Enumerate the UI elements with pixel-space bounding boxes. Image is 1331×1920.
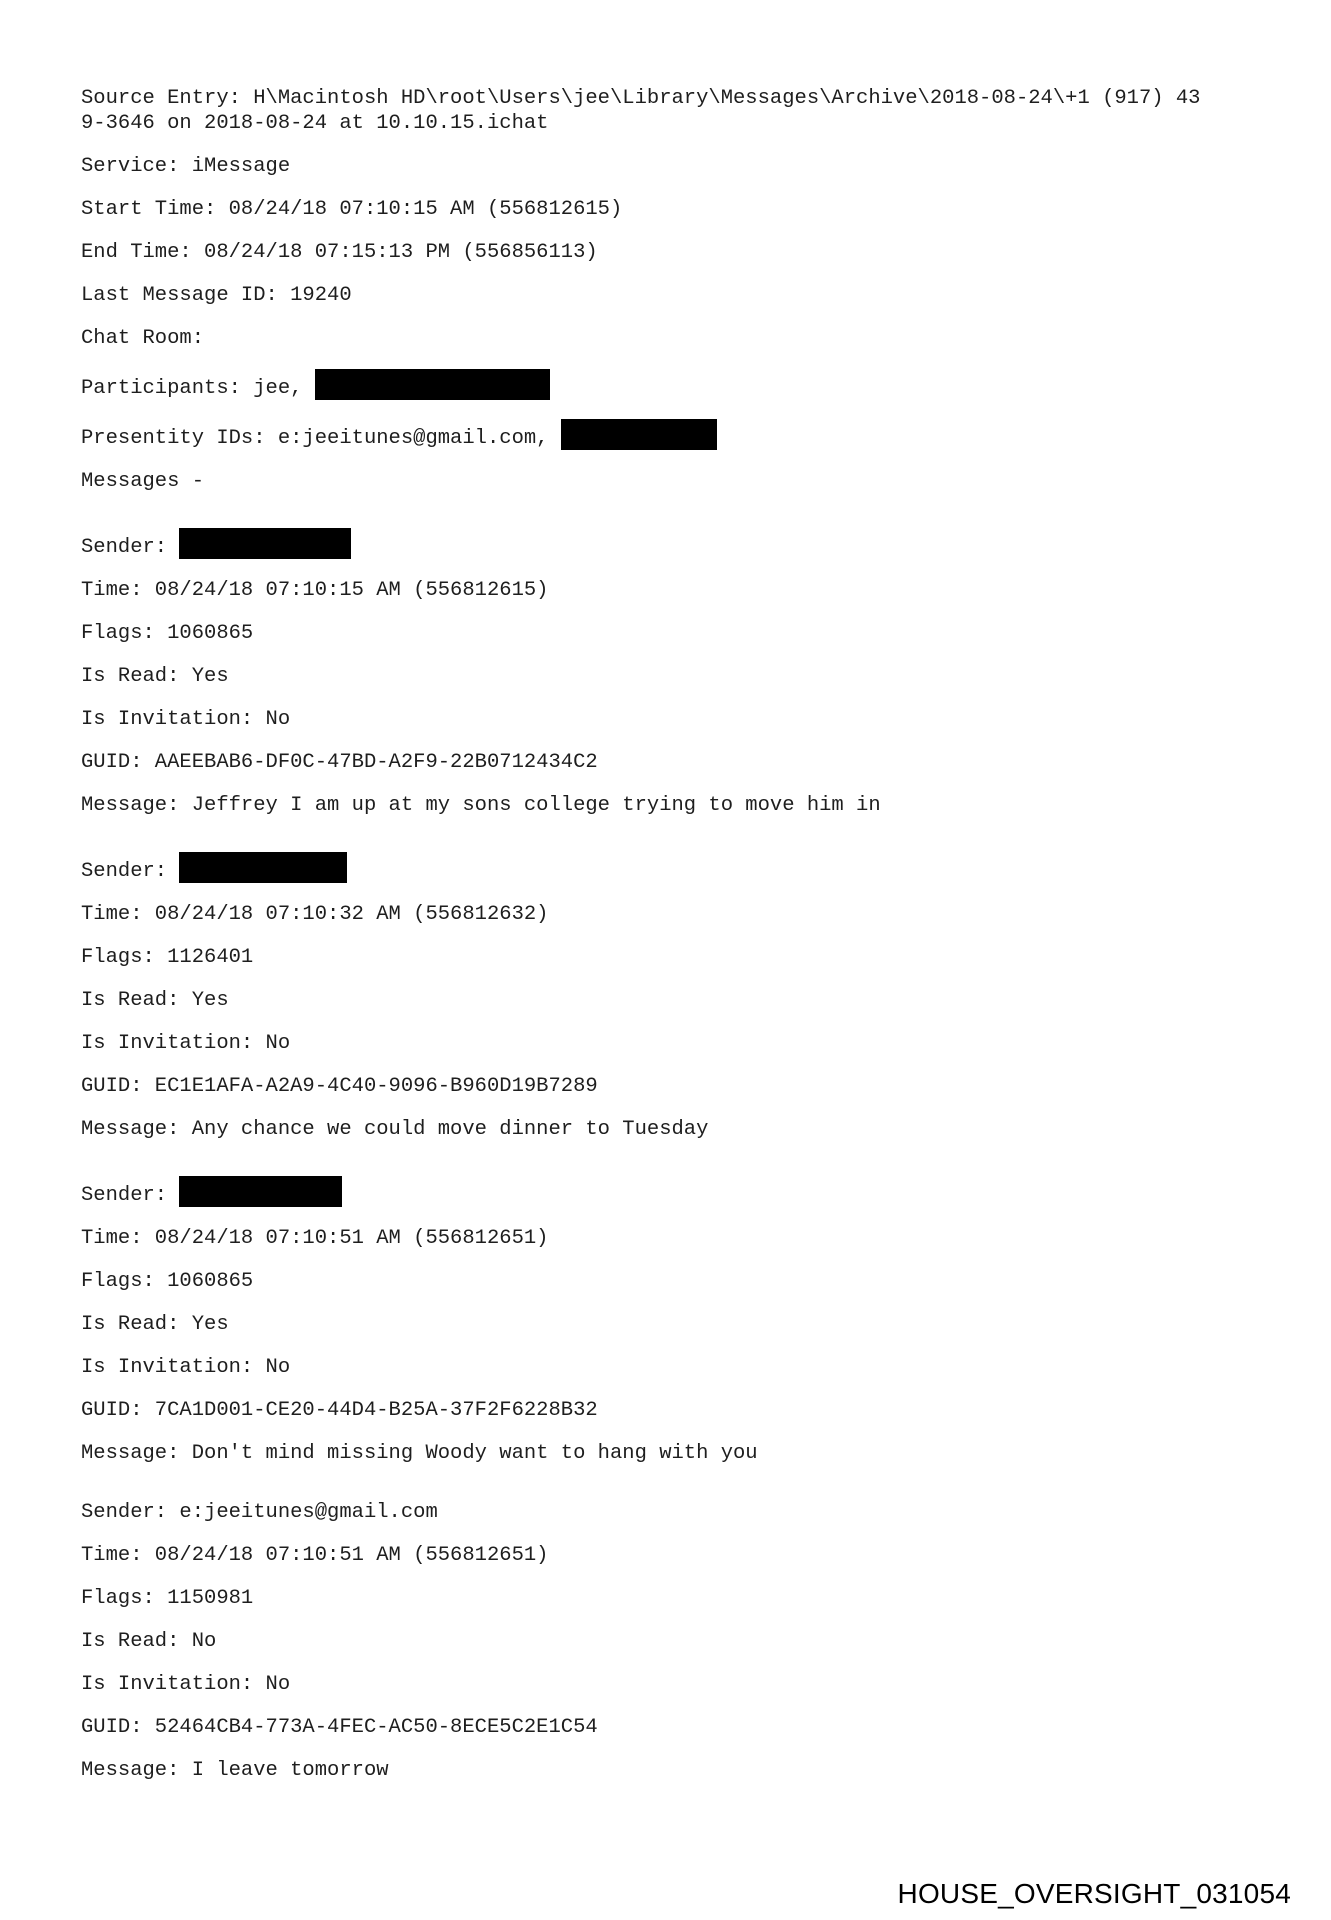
start-time: Start Time: 08/24/18 07:10:15 AM (556812615) <box>81 198 623 221</box>
message-sender: Sender: e:jeeitunes@gmail.com <box>81 1501 438 1524</box>
message-entry <box>81 528 1281 818</box>
redaction-box <box>179 1176 342 1207</box>
chat-room: Chat Room: <box>81 327 205 350</box>
message-time: Time: 08/24/18 07:10:51 AM (556812651) <box>81 1544 549 1567</box>
message-is-invitation: Is Invitation: No <box>81 708 291 731</box>
sender-label: Sender: <box>81 1184 180 1207</box>
message-entry <box>81 1176 1281 1466</box>
message-is-invitation: Is Invitation: No <box>81 1032 291 1055</box>
redaction-box <box>179 852 347 883</box>
redaction-box <box>315 369 550 400</box>
message-time: Time: 08/24/18 07:10:32 AM (556812632) <box>81 903 549 926</box>
bates-number: HOUSE_OVERSIGHT_031054 <box>897 1878 1291 1909</box>
message-text: Message: Jeffrey I am up at my sons college trying to move him in <box>81 794 881 817</box>
service: Service: iMessage <box>81 155 291 178</box>
message-sender <box>81 852 1281 884</box>
message-is-read: Is Read: Yes <box>81 989 229 1012</box>
redaction-box <box>561 419 717 450</box>
message-flags: Flags: 1150981 <box>81 1587 254 1610</box>
last-message-id: Last Message ID: 19240 <box>81 284 352 307</box>
message-text: Message: I leave tomorrow <box>81 1759 389 1782</box>
message-flags: Flags: 1126401 <box>81 946 254 969</box>
presentity-ids-row <box>81 419 1281 451</box>
presentity-ids: Presentity IDs: e:jeeitunes@gmail.com, <box>81 427 561 450</box>
message-guid: GUID: 52464CB4-773A-4FEC-AC50-8ECE5C2E1C54 <box>81 1716 598 1739</box>
sender-label: Sender: <box>81 536 180 559</box>
message-is-read: Is Read: Yes <box>81 665 229 688</box>
source-entry: Source Entry: H\Macintosh HD\root\Users\jee\Library\Messages\Archive\2018-08-24\+1 (917) 439-3646 on 2018-08-24 at 10.10.15.ichat <box>81 87 1201 135</box>
redaction-box <box>179 528 351 559</box>
message-text: Message: Any chance we could move dinner to Tuesday <box>81 1118 709 1141</box>
message-is-read: Is Read: No <box>81 1630 217 1653</box>
message-sender <box>81 1176 1281 1208</box>
message-guid: GUID: EC1E1AFA-A2A9-4C40-9096-B960D19B7289 <box>81 1075 598 1098</box>
end-time: End Time: 08/24/18 07:15:13 PM (556856113) <box>81 241 598 264</box>
message-flags: Flags: 1060865 <box>81 622 254 645</box>
message-sender <box>81 528 1281 560</box>
message-text: Message: Don't mind missing Woody want to hang with you <box>81 1442 758 1465</box>
message-flags: Flags: 1060865 <box>81 1270 254 1293</box>
message-time: Time: 08/24/18 07:10:15 AM (556812615) <box>81 579 549 602</box>
message-is-invitation: Is Invitation: No <box>81 1356 291 1379</box>
chat-export-document <box>81 86 1281 1801</box>
message-guid: GUID: 7CA1D001-CE20-44D4-B25A-37F2F6228B32 <box>81 1399 598 1422</box>
participants-row <box>81 369 1281 401</box>
message-is-invitation: Is Invitation: No <box>81 1673 291 1696</box>
message-entry <box>81 1500 1281 1783</box>
message-guid: GUID: AAEEBAB6-DF0C-47BD-A2F9-22B0712434C2 <box>81 751 598 774</box>
messages-label: Messages - <box>81 470 205 493</box>
message-time: Time: 08/24/18 07:10:51 AM (556812651) <box>81 1227 549 1250</box>
message-is-read: Is Read: Yes <box>81 1313 229 1336</box>
participants: Participants: jee, <box>81 377 315 400</box>
message-entry <box>81 852 1281 1142</box>
sender-label: Sender: <box>81 860 180 883</box>
